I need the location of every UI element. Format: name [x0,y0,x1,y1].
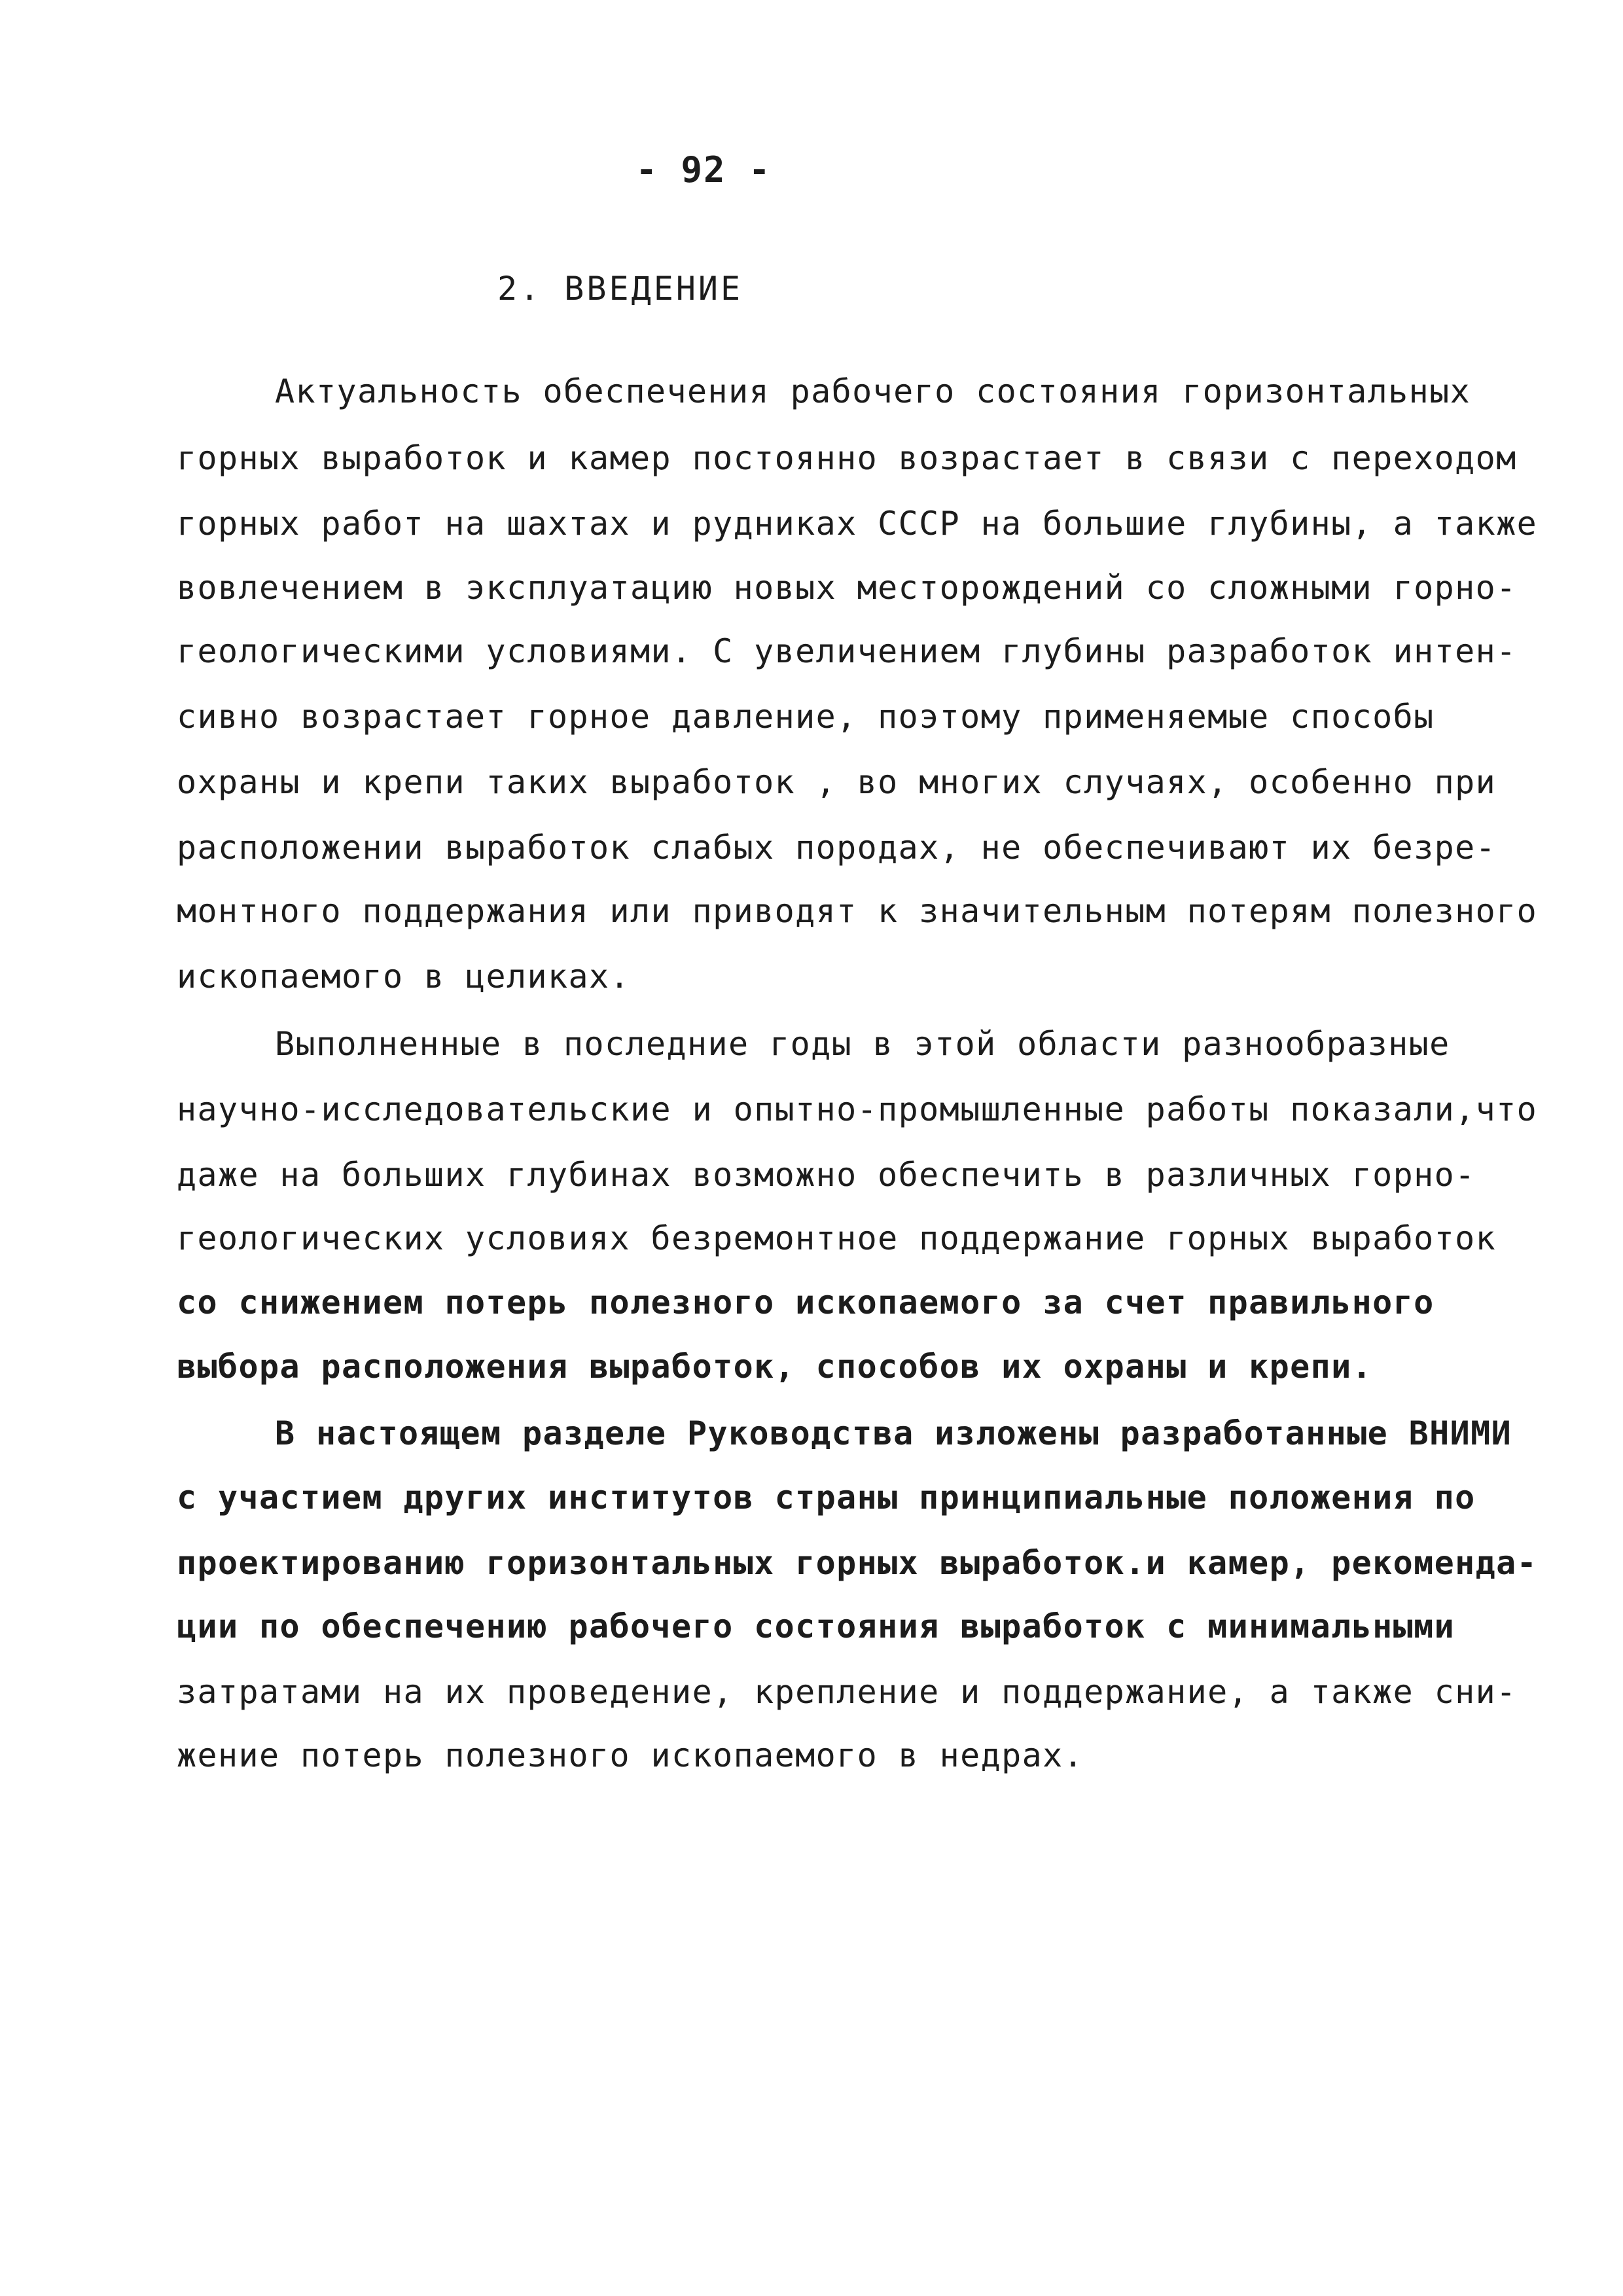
text-line: выбора расположения выработок, способов их охраны и крепи. [177,1348,1373,1386]
text-line: расположении выработок слабых породах, не обеспечивают их безре- [177,829,1497,867]
section-title: 2. ВВЕДЕНИЕ [497,270,743,308]
text-line: охраны и крепи таких выработок , во многих случаях, особенно при [177,763,1497,801]
text-line: даже на больших глубинах возможно обеспечить в различных горно- [177,1156,1476,1194]
text-line: научно-исследовательские и опытно-промышленные работы показали,что [177,1090,1538,1128]
text-line: затратами на их проведение, крепление и поддержание, а также сни- [177,1673,1517,1711]
text-line: с участием других институтов страны принципиальные положения по [177,1479,1476,1516]
text-line: Выполненные в последние годы в этой области разнообразные [275,1025,1450,1063]
text-line: сивно возрастает горное давление, поэтому применяемые способы [177,698,1435,736]
text-line: горных выработок и камер постоянно возрастает в связи с переходом [177,439,1517,477]
text-line: Актуальность обеспечения рабочего состояния горизонтальных [275,372,1471,410]
text-line: геологическими условиями. С увеличением глубины разработок интен- [177,632,1517,670]
text-line: ископаемого в целиках. [177,958,631,996]
text-line: жение потерь полезного ископаемого в недрах. [177,1736,1084,1774]
text-line: монтного поддержания или приводят к значительным потерям полезного [177,892,1538,930]
text-line: проектированию горизонтальных горных выработок.и камер, рекоменда- [177,1544,1538,1582]
text-line: В настоящем разделе Руководства изложены разработанные ВНИМИ [275,1414,1512,1452]
text-line: ции по обеспечению рабочего состояния выработок с минимальными [177,1607,1455,1645]
text-line: горных работ на шахтах и рудниках СССР на большие глубины, а также [177,505,1538,543]
page-number: - 92 - [635,149,772,190]
text-line: вовлечением в эксплуатацию новых месторождений со сложными горно- [177,569,1517,607]
text-line: геологических условиях безремонтное поддержание горных выработок [177,1219,1497,1257]
text-line: со снижением потерь полезного ископаемого за счет правильного [177,1283,1435,1321]
